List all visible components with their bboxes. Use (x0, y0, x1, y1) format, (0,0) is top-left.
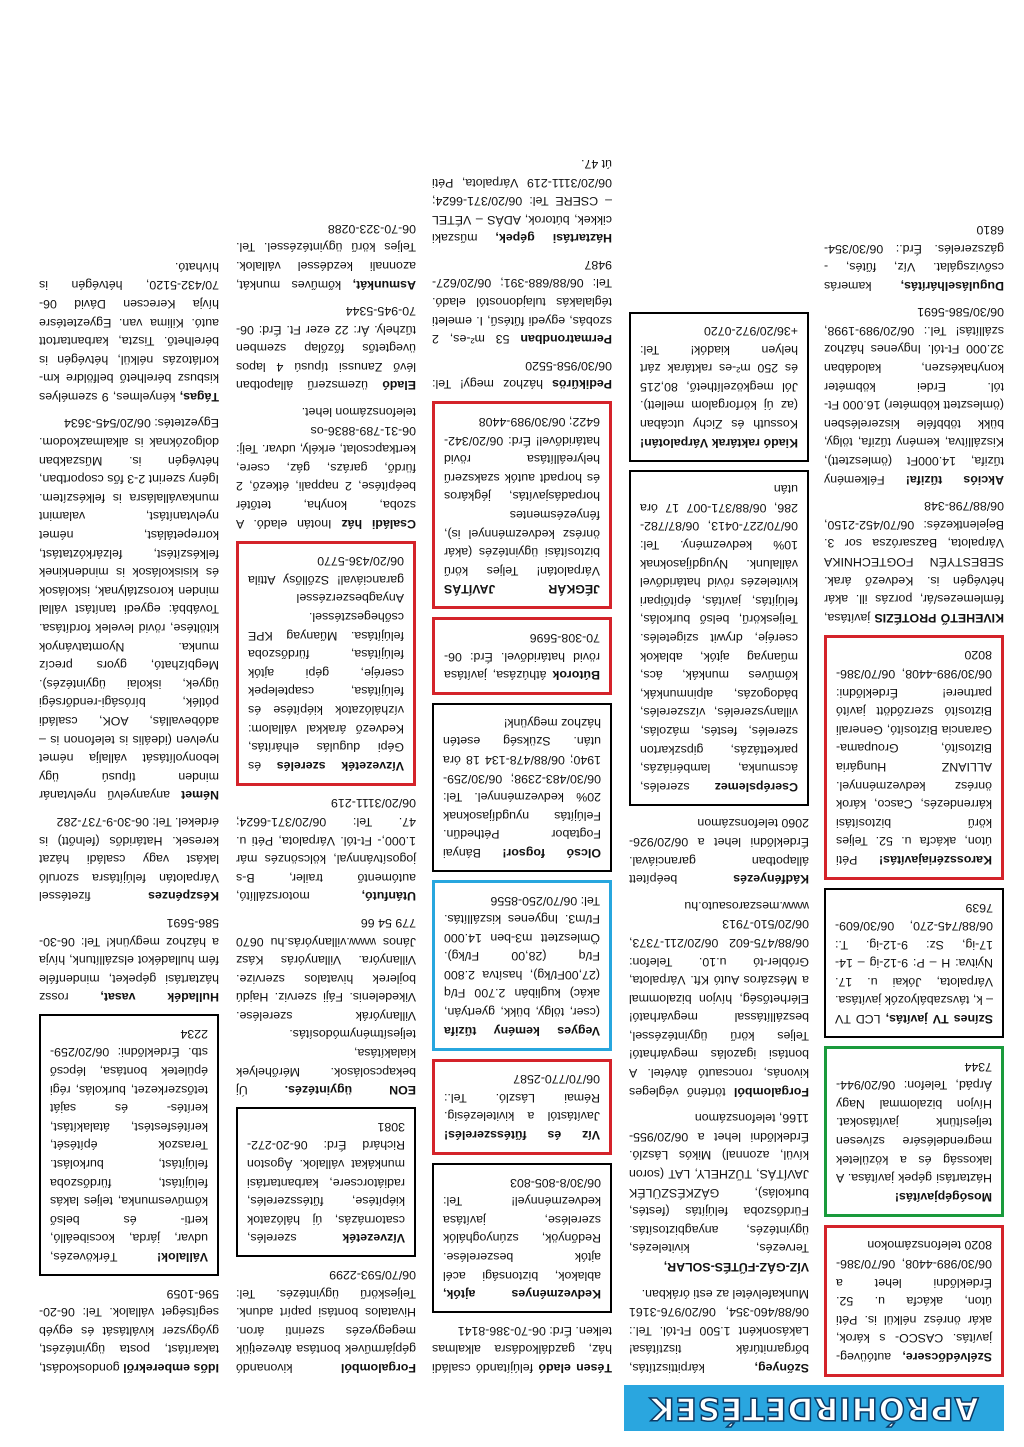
ad-title: Tágas, (179, 389, 219, 404)
ad-title: Bútorok (552, 668, 600, 683)
classified-ad (236, 913, 416, 1099)
ad-body: műszaki cikkek, bútorok, ADÁS – VÉTEL – CSERE Tel: 06/20/371-6624; 06/20/3111-219 Várpalota, Péti út 47. (432, 156, 612, 246)
classified-ad (236, 219, 416, 293)
ad-body: Inotán eladó. A szoba, konyha, tetőtér beépítése, 2 nappali, étkező, 2 fürdő, garázs, gáz, csere, kertkapcsolat, erkély, udvar. Telj: 06-31-789-8836-os telefonszámon lehet. (236, 405, 416, 531)
classified-ad (236, 794, 416, 906)
ad-body: beépített állapotban garanciával. Érdeklődni lehet a 06/20/926-2060 telefonszámon (629, 816, 809, 887)
ad-title: Forgalomból (733, 1084, 809, 1099)
column-4 (236, 211, 416, 1377)
ad-body: (cser, tölgy, bükk, gyertyán, akác) kuglibán 2.700 Ft/q (27,00Ft/kg), hasítva 2.800 Ft/q (28,00 Ft/kg). Ömlesztett m3-ben 14.000 Ft/m3. Ingyenes kiszállítás. Tel: 06/70/250-8556 (444, 893, 600, 1020)
ad-title: Hulladék vasat, (100, 990, 219, 1005)
ad-body: 53 m²-es, 2 szobás, egyedi fűtésű, I. emeleti téglalakás tulajdonostól eladó. Tel: 06/88/688-391; 06/20/627-9487 (432, 257, 612, 347)
ad-title: KIVEHETŐ PROTÉZIS (874, 610, 1004, 625)
ad-title: Színes TV javítás, (885, 1012, 993, 1027)
page-title: APRÓHIRDETÉSEK (649, 1390, 979, 1426)
ad-body: Térkövezés, udvar, járda, kocsibeálló, kerti- és belső kőművesmunka, teljes lakás felújítást, fürdőszoba felújítást, burkolást. Teraszok építését, kerítésfestést, átalakítást, kerítés- és saját tetőszerkezet, burkolás, régi épületek bontása, lépcső stb. Érdeklődni: 06/20/259-2234 (50, 1026, 208, 1265)
ad-body: fizetéssel Várpalotán felújításra szoruló lakást vagy családi házat keresek. Határidős (felnőtt) is érdekel. Tel: 06-30-9-737-282 (39, 814, 219, 904)
ad-body: Félkemény tűzifa, 14.000Ft (ömlesztett), Kiszállítva, kemény tűzifa, tölgy, bükk többféle kiszerelésben (ömlesztett köbméter) 16.000 Ft-tól. Erdei köbméter konyhakészen, kalodában 32.000 Ft-tól. Ingyenes házhoz szállítás! Tel.: 06/20/989-1998, 06/30/586-5691 (824, 305, 1004, 487)
classified-ad (824, 497, 1004, 627)
ad-title: Pedikűrös (552, 377, 612, 392)
classified-ad (236, 403, 416, 533)
ad-body: Háztartási gépek javítása. A lakosság és a közületek megrendelésére szívesen teljesítünk javításokat. Hívjon bizalommal Nagy Árpád, Telefon: 06/20/944-7344 (836, 1059, 992, 1186)
ad-body: rossz háztartási gépeket, mindenféle fém hulladékot elszállítunk, hívja a házhoz megyünk! Tel: 06-30-586-5691 (39, 915, 219, 1005)
ad-body: történő végleges kivonás, roncsautó átvétel. A bontási igazolás megvárható! Teljes körű ügyintézéssel, beszállítással megvárható! Elérhetőség, hívjon bizalommal a Mészáros Autó Kft. Várpalota, Gróbler-tó u.10. Telefon: 06/88/475-602 06/20/211-7373, 06/20/510-7913 www.meszarosauto.hu (629, 898, 809, 1099)
classified-ad (432, 356, 612, 393)
ad-title: Duguláselhárítás, (900, 278, 1004, 293)
ad-body: házhoz megy! Tel: 06/30/958-5520 (432, 358, 612, 392)
classified-ad (824, 220, 1004, 294)
classified-ad (432, 1321, 612, 1377)
boxed-ad (432, 703, 612, 872)
ad-title: Kiadó raktárak Várpalotán! (640, 435, 798, 450)
column-3 (432, 146, 612, 1377)
boxed-ad (629, 312, 809, 462)
ad-title: Karosszériajavítás! (879, 852, 992, 867)
classified-ad (629, 896, 809, 1101)
ad-title: Asmunkát, (352, 277, 416, 292)
boxed-ad (432, 401, 612, 609)
classified-ad (236, 1265, 416, 1377)
ad-title: Olcsó fogsor! (502, 845, 601, 860)
ad-body: szerelés, csatornázás, új hálózatok kiépítése, fűtésszerelés, radiátorcsere, karbantartási munkákat vállalok. Ágoston Richárd Érd: 06-20-272-3081 (247, 1119, 405, 1246)
ad-body: ablakok, biztonsági acél ajtók beszerelése. Redőnyök, szúnyoghálók szerelése, javítása kedvezménnyel! Tel: 06/30/8-805-803 (443, 1175, 601, 1283)
classified-ad (432, 154, 612, 247)
ad-title: Háztartási gépek, (495, 231, 612, 246)
boxed-ad (432, 880, 612, 1051)
ad-body: felújítandó családi ház, gazdálkodásra alkalmas telken. Érd: 06-70-386-8141 (432, 1323, 612, 1375)
column-1 (824, 212, 1004, 1377)
classified-ad (39, 414, 219, 804)
ad-title: Német (181, 788, 219, 803)
ad-body: Várpalotán! Teljes körű biztosítási ügyintézés (akár önrész kedvezménnyel is), fényezésmentes horpadásjavítás, jégkáros és horpadt autók szakszerű helyreállítása rövid határidővel! Érd: 06/20/342-6422; 06/30/989-4408 (444, 415, 600, 578)
ad-body: áthúzása, javítása rövid határidővel. Érd: 06-70-308-5696 (444, 631, 600, 683)
classified-ad (39, 812, 219, 905)
ad-body: üzemszerű állapotban lévő Zanussi típusú 4 lapos üvegtetős főzőlap szemben tűzhely. Ár: 22 ezer Ft. Érd: 06-70-945-5344 (236, 304, 416, 393)
ad-body: Tervezés, kivitelezés, ügyintézés, anyagbiztosítás. Fürdőszoba felújítás (festés, burkolás), GÁZKÉSZÜLÉK JAVÍTÁS, TŰZHELY, LAT (soron kívül, azonnal) Mikós László. Érdeklődni lehet a 06/20/955-1166, telefonszámon (629, 1111, 809, 1256)
boxed-ad (824, 635, 1004, 880)
ad-body: kőműves munkát, azonnali kezdéssel vállalok. Teljes körű ügyintézéssel. Tel. 06-70-323-0288 (236, 221, 416, 292)
boxed-ad (236, 1107, 416, 1257)
ad-body: LCD TV – k, távszabályozók javítása. Várpalota, Jókai u. 17. Nyitva: H – P: 9-12-ig – 14-17-ig, Sz: 9-12-ig. T.: 06/88/745-270, 06/30/609-7639 (835, 900, 993, 1027)
ad-body: Javítástól a kivitelezésig. Rémai László. Tel.: 06/70/770-2587 (444, 1072, 600, 1124)
ad-title: Kádfényezés (733, 872, 809, 887)
boxed-ad (432, 1059, 612, 1155)
classified-ad (236, 302, 416, 395)
classified-ad (432, 255, 612, 348)
ad-title: Vegyes kemény tűzifa (444, 1023, 600, 1038)
ad-title: Szőnyeg, (754, 1361, 809, 1375)
ad-body: kivonandó gépjárművek bontása átvezetjük megegyezés szerinti áron. Hivatalos bontási papírt adunk. Teljeskörű ügyintézés. Tel: 06/70/593-2299 (236, 1268, 416, 1375)
ad-title: JÉGKÁR JAVÍTÁS (444, 582, 600, 597)
boxed-ad (824, 1225, 1004, 1377)
ad-title: Idős emberekről (123, 1361, 219, 1375)
ad-body: autóüveg-javítás. CASCO- s károk, akár önrész nélkül is. Péti úton, akácfa u. 52. Érdeklődni lehet a 06/30/989-4408, 06/70/386-8020 telefonszámokon (836, 1238, 992, 1364)
ad-body: kényelmes, 9 személyes kisbusz bérelhető belföldre km-korlátozás nélkül, hétvégén is bérelhető. Tiszta, karbantartott autó. Kilima van. Egyeztetésre hívja Kerecsen Dávid 06-70/432-5120, hétvégén is hívható. (39, 259, 219, 404)
ad-body: kárpittisztítás, bőrgarnitúrák tisztítása! Lakásonként 1.500 Ft-tól. Tel.: 06/88/460-354, 06/20/976-3161 Munkafelvétel az esti órákban. (629, 1286, 809, 1375)
ad-body: kamerás csővizsgálat. Víz, fűtés, - gázszerelés. Érd.: 06/30/354-6810 (824, 222, 1004, 293)
ad-body: és Gépi dugulás elhárítás, Kedvező árakkal vállalom: vízhálózatok kiépítése és felújítása, csaptelepek cseréje, gépi ajtók felújítása, fürdőszoba felújítása. Műanyag KPE csőhegesztéssel. Anyagbeszerzéssel garanciával! Szőllősy Attila 06/20/436-5770 (248, 554, 404, 773)
ad-title: Cserépslemez (714, 779, 798, 794)
ad-title: Eladó (382, 378, 416, 393)
ad-title: Víz és fűtésszerelés! (444, 1128, 600, 1143)
ad-title: Forgalomból (340, 1361, 416, 1375)
boxed-ad (824, 888, 1004, 1038)
ad-title: VÍZ-GÁZ-FŰTÉS-SOLAR, (663, 1260, 809, 1275)
ad-body: Péti úton, akácfa u. 52. Teljes körű biztosítási kárrendezés, Casco, károk önrész kedvezménnyel. ALLIANZ Hungária Biztosító, Groupama-Garancia Biztosító, Generali Biztosító szerződött javító partnere! Érdeklődni: 06/30/989-4408, 06/70/386-8020 (836, 648, 992, 867)
boxed-ad (236, 541, 416, 786)
ad-title: Készpénzes (148, 889, 219, 904)
classified-ad (39, 913, 219, 1006)
classified-ad (629, 1109, 809, 1276)
classified-ad (39, 1284, 219, 1377)
boxed-ad (824, 1046, 1004, 1217)
ad-body: Új bekapcsolások. Mérőhelyek kialakítása, teljesítménymódosítás. Villanyórák szerelése. Vikedelenis. Fáji szerviz. Hajdú bojlerek hivatalos szervize. Villanyóra. Villanyórás Kász János www.villanyórás.hu 0670 779 54 66 (236, 915, 416, 1098)
ad-body: gondoskodást, takarítást, posta ügyintézést, gyógyszer kiváltását és egyéb segítséget vállalok. Tel: 06-20-596-1059 (39, 1286, 219, 1375)
ad-title: Vízvezeték szerelés (276, 758, 404, 773)
ad-title: Akciós tűzifa! (905, 472, 1004, 487)
boxed-ad (432, 617, 612, 695)
boxed-ad (629, 470, 809, 806)
ad-body: motorszállító, autómentő trailer, B-s jogosítvánnyal, kölcsönzés már 1.000,- Ft-tól. Várpalota, Péti u. 47. Tel: 06/20/371-6624; 06/20/3111-219 (236, 796, 416, 904)
ad-title: Kedvezményes ajtók, (443, 1287, 601, 1302)
ad-body: szerelés, ácsmunka, lambériázás, parkettázás, gipszkarton szerelés, festés, mázolás, villanyszerelés, vízszerelés, bádogozás, alpinmunkák, kőműves munkák, ács, műanyag ajtók, ablakok cseréje, drywit szigetelés. Teljeskörű, belső burkolás, felújítás, javítás, építőipari kivitelezés rövid határidővel vállalunk. Nyugdíjasoknak 10% kedvezmény. Tel: 06/70/227-0413, 06/87/782-286, 06/88/371-007 17 óra után (640, 482, 798, 794)
classified-ad (824, 303, 1004, 489)
ad-title: Tésen eladó (538, 1361, 612, 1375)
ad-title: EON ügyintézés. (284, 1083, 416, 1098)
ad-body: javítása, fémlemezes/ár, porzás ill. akár hétvégén is. Kedvező árak. SEBESTYÉN FOGTECHNIKA Várpalota, Bazsarózsa sor 3. Bejelentkezés: 06/70/452-2150, 06/88/798-348 (824, 499, 1004, 625)
ad-body: Bányai Fogtabor Péthedűn. Felújítás nyugdíjasoknak 20% kedvezménnyel. Tel: 06/30/483-2398; 06/30/259-1940; 06/88/478-134 18 óra után. Szükség esetén házhoz megyünk! (443, 715, 601, 860)
ad-title: Mosógépjavítás! (894, 1189, 992, 1204)
ad-body: Kossuth és Zichy utcában (az új körforgalom mellett). Jól megközelíthető, 80,215 és 250 m²-es raktárak zárt helyen kiadók! Tel: +36/20/972-0720 (640, 324, 798, 432)
classified-ad (629, 1284, 809, 1377)
ad-title: Permatrondban (520, 332, 612, 347)
ad-title: Szélvédőcsere, (902, 1350, 992, 1364)
boxed-ad (432, 1163, 612, 1313)
column-5 (39, 249, 219, 1377)
ad-title: Vállalok! (157, 1250, 208, 1265)
ad-title: Családi ház (341, 516, 416, 531)
classified-ad (39, 257, 219, 406)
classified-ad (629, 814, 809, 888)
column-2 (629, 304, 809, 1377)
ad-title: Utánfutó, (361, 889, 416, 904)
header-banner (624, 1385, 1004, 1431)
ad-title: Vízvezeték (342, 1231, 405, 1246)
boxed-ad (39, 1014, 219, 1276)
ad-body: anyanyelvű nyelvtanár minden típusú ügy lebonyolítását vállalja német nyelven (ideális is telefonon is – adóbevallás, AOK, családi pótlék, bírósági-rendőrségi ügyek, iskolai ügyintézés). Megbízható, gyors precíz munka. Nyomtatványok kitöltése, rövid levelek fordítása. Továbbá: egyedi tanítást vállal minden korosztálynak, iskolások és kisiskolások is mindenkinek felkészítést, felzárkóztatást, korrepetálást, német nyelvtanítást, valamint munkavállalásra is felkészítem. Igény szerint 2-3 fős csoportban, hétvégén is. Műszakban dolgozóknak is alkalmazkodom. Egyeztetés: 06/20/545-3634 (39, 416, 219, 803)
